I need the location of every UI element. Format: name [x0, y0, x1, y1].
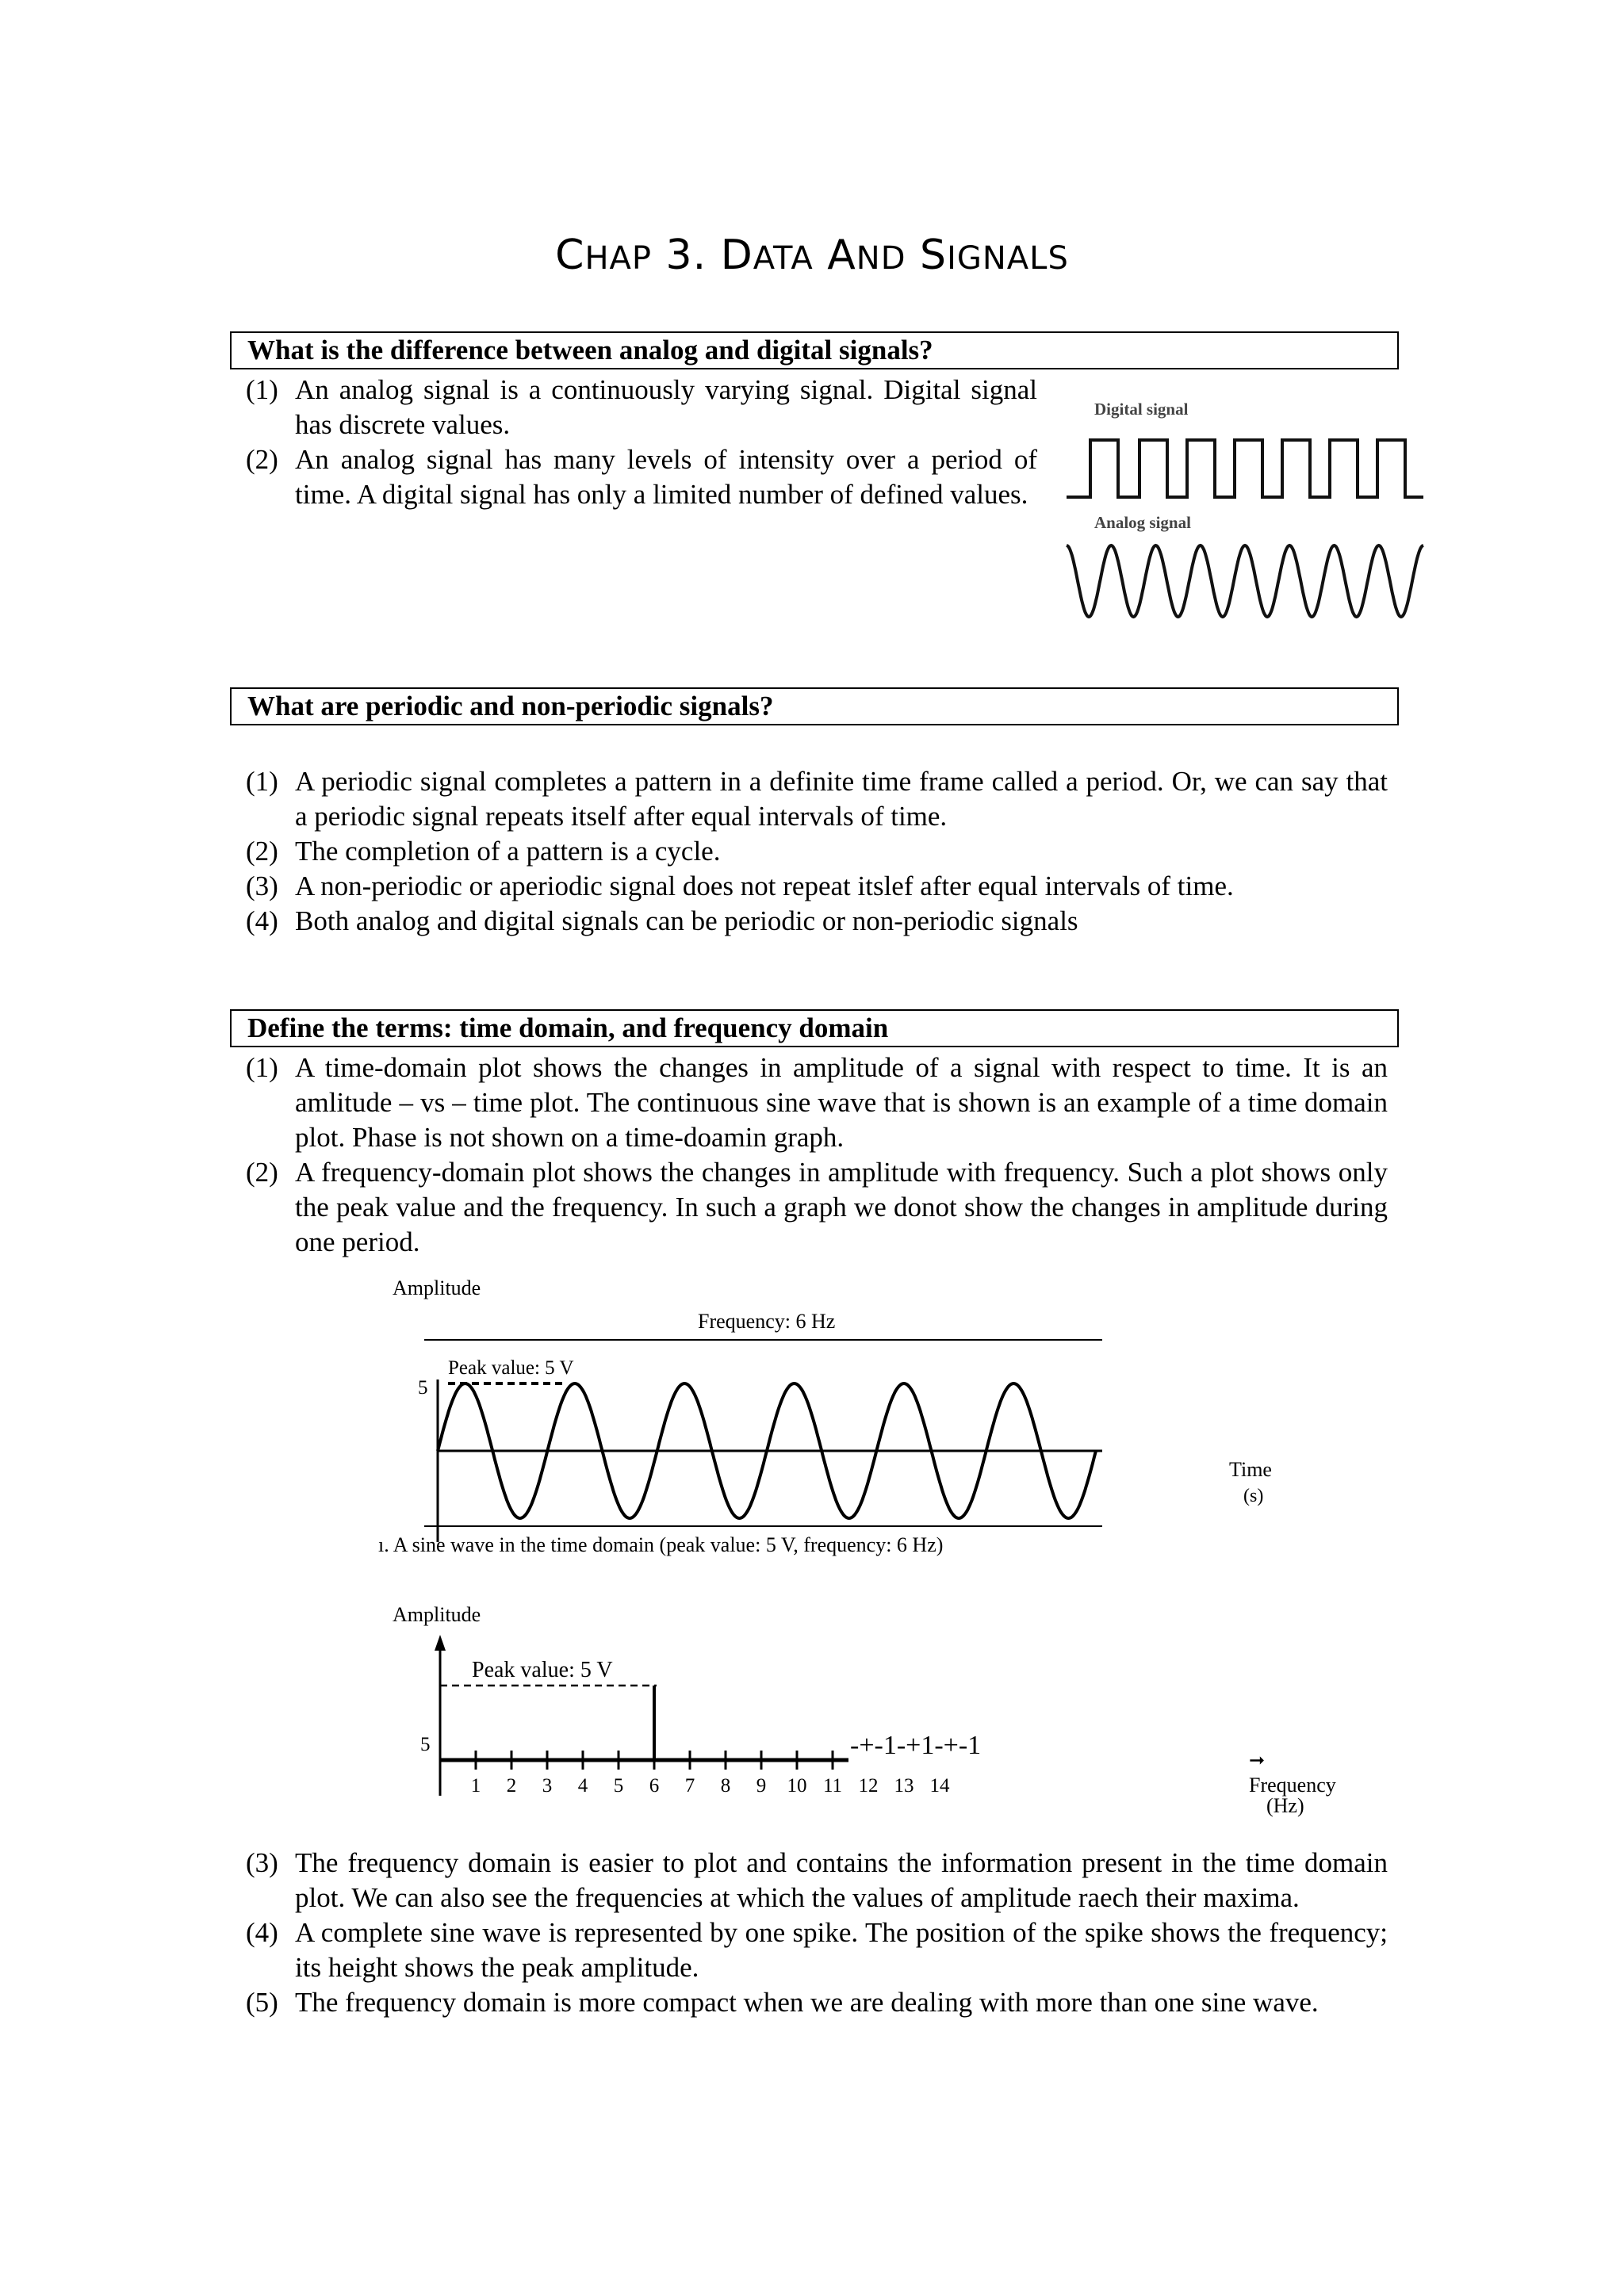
freq-tick-label: 10 — [787, 1775, 807, 1797]
freq-x-unit: (Hz) — [1266, 1794, 1304, 1817]
freq-tick-label: 4 — [577, 1775, 588, 1797]
analog-signal-label: Analog signal — [1094, 513, 1191, 532]
list-item: (3) The frequency domain is easier to plot and contains the information present in the time domain plot. We can also see the frequencies at which the values of amplitude raech their maxima. — [246, 1847, 1388, 1913]
freq-tick-label: 13 — [894, 1775, 914, 1797]
list-item: (1) A periodic signal completes a pattern in a definite time frame called a period. Or, we can say that a periodic signal repeats itself after equal intervals of time. — [246, 766, 1388, 832]
periodic-list — [230, 764, 1388, 939]
time-x-unit: (s) — [1243, 1486, 1264, 1506]
time-y-label: Amplitude — [393, 1276, 481, 1299]
frequency-label: Frequency: 6 Hz — [698, 1310, 836, 1333]
freq-y-tick: 5 — [420, 1734, 431, 1755]
freq-tick-label: 1 — [470, 1775, 481, 1797]
time-domain-figure — [373, 1272, 1372, 1574]
digital-analog-signal-figure — [1063, 392, 1435, 630]
arrow-icon: ➞ — [1249, 1751, 1266, 1771]
question-domains: Define the terms: time domain, and frequency domain — [230, 1009, 1399, 1047]
list-item: (1) A time-domain plot shows the changes in amplitude of a signal with respect to time. It is an amlitude – vs – time plot. The continuous sine wave that is shown is an example of a time domain plot. Phase is not shown on a time-doamin graph. — [246, 1052, 1388, 1153]
freq-tick-label: 6 — [649, 1775, 660, 1797]
freq-tail-ticks: -+-1-+1-+-1 — [850, 1731, 982, 1760]
analog-digital-list — [230, 373, 1037, 512]
freq-x-label: Frequency — [1249, 1774, 1336, 1797]
freq-tick-label: 9 — [756, 1775, 767, 1797]
list-item: (2) The completion of a pattern is a cycle. — [246, 836, 721, 867]
digital-signal-label: Digital signal — [1094, 400, 1189, 419]
list-item: (2) An analog signal has many levels of intensity over a period of time. A digital signal has only a limited number of defined values. — [246, 444, 1037, 510]
analog-signal-wave — [1067, 545, 1423, 617]
time-x-label: Time — [1229, 1458, 1272, 1481]
time-y-tick: 5 — [418, 1377, 428, 1399]
question-periodic: What are periodic and non-periodic signals? — [230, 687, 1399, 725]
list-item: (3) A non-periodic or aperiodic signal does not repeat itslef after equal intervals of time. — [246, 871, 1234, 901]
freq-y-label: Amplitude — [393, 1603, 481, 1626]
list-item: (5) The frequency domain is more compact when we are dealing with more than one sine wave. — [246, 1987, 1319, 2018]
time-peak-label: Peak value: 5 V — [448, 1357, 574, 1379]
freq-tick-label: 14 — [929, 1775, 950, 1797]
freq-tick-label: 8 — [720, 1775, 731, 1797]
frequency-domain-figure — [373, 1594, 1372, 1831]
freq-peak-label: Peak value: 5 V — [472, 1658, 613, 1682]
page-title: CHAP 3. DATA AND SIGNALS — [555, 232, 1069, 279]
list-item: (1) An analog signal is a continuously varying signal. Digital signal has discrete values. — [246, 374, 1037, 440]
list-item: (2) A frequency-domain plot shows the changes in amplitude with frequency. Such a plot shows only the peak value and the frequency. In such a graph we donot show the changes in amplitude during one period. — [246, 1157, 1388, 1257]
freq-tick-label: 3 — [542, 1775, 553, 1797]
list-item: (4) A complete sine wave is represented by one spike. The position of the spike shows the frequency; its height shows the peak amplitude. — [246, 1917, 1388, 1983]
list-item: (4) Both analog and digital signals can be periodic or non-periodic signals — [246, 905, 1078, 936]
digital-signal-wave — [1067, 440, 1423, 497]
question-analog-vs-digital: What is the difference between analog and digital signals? — [230, 331, 1399, 369]
freq-tick-label: 5 — [613, 1775, 624, 1797]
domain-list-a — [230, 1050, 1388, 1260]
time-figure-caption: ı. A sine wave in the time domain (peak value: 5 V, frequency: 6 Hz) — [378, 1533, 944, 1556]
freq-tick-label: 11 — [822, 1775, 843, 1797]
freq-tick-label: 12 — [858, 1775, 879, 1797]
freq-tick-label: 7 — [684, 1775, 695, 1797]
freq-tick-label: 2 — [506, 1775, 517, 1797]
domain-list-b — [230, 1846, 1388, 2020]
